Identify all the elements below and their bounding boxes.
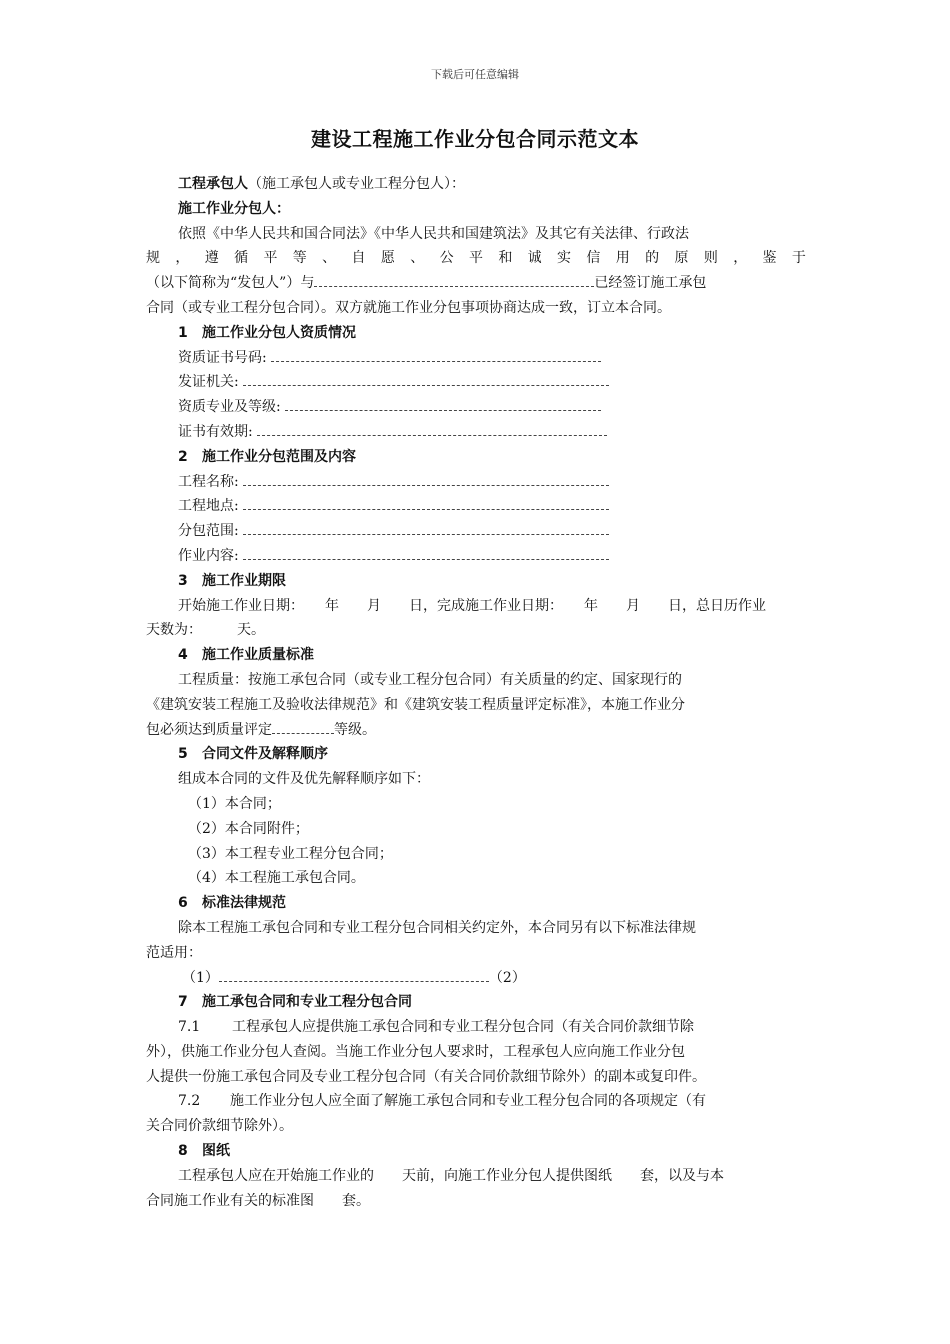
s6-item-2: （2） (488, 969, 526, 986)
preamble-line-2-char: 平 (263, 250, 278, 267)
s2-field-blank (243, 471, 609, 486)
preamble-line-2-char: 规 (146, 250, 160, 267)
s2-field-label: 工程地点: (178, 498, 239, 515)
s1-field-row (146, 395, 806, 420)
s2-field-row (146, 544, 806, 569)
s2-field-blank (243, 495, 609, 510)
section-5-title: 合同文件及解释顺序 (202, 746, 328, 763)
preamble-line-2-char: 平 (468, 250, 483, 267)
section-1-heading (146, 321, 806, 346)
s2-field-blank (243, 545, 609, 560)
s1-field-blank (257, 421, 607, 436)
contractor-line (146, 172, 806, 197)
contract-body (146, 172, 806, 1213)
s1-field-label: 证书有效期: (178, 423, 253, 440)
section-3-title: 施工作业期限 (202, 572, 286, 589)
document-title: 建设工程施工作业分包合同示范文本 (311, 127, 639, 151)
s6-items-line (146, 966, 806, 991)
section-4-number: 4 (178, 647, 188, 664)
section-8-title: 图纸 (202, 1143, 230, 1160)
s8-line-2: 合同施工作业有关的标准图 套。 (146, 1192, 370, 1209)
preamble-line-2-char: 遵 (204, 250, 219, 267)
s2-field-row (146, 519, 806, 544)
section-2-heading (146, 445, 806, 470)
preamble-line-2-char: 循 (234, 250, 249, 267)
preamble-line-2-char: 鉴 (762, 250, 777, 267)
section-1-title: 施工作业分包人资质情况 (202, 324, 356, 341)
s2-field-label: 作业内容: (178, 547, 239, 564)
s5-list-item: （2）本合同附件； (188, 820, 309, 837)
s1-field-row (146, 370, 806, 395)
s7-2-text: 施工作业分包人应全面了解施工承包合同和专业工程分包合同的各项规定（有 (230, 1093, 706, 1110)
s5-list-item: （3）本工程专业工程分包合同； (188, 845, 393, 862)
s7-1-line-2: 外），供施工作业分包人查阅。当施工作业分包人要求时，工程承包人应向施工作业分包 (146, 1043, 685, 1060)
section-7-number: 7 (178, 994, 188, 1011)
s4-line-3b: 等级。 (334, 721, 376, 738)
preamble-line-4: 合同（或专业工程分包合同）。双方就施工作业分包事项协商达成一致，订立本合同。 (146, 299, 671, 316)
quality-grade-blank (272, 719, 334, 734)
preamble-line-2-char: 愿 (380, 250, 395, 267)
s1-field-label: 资质证书号码: (178, 349, 267, 366)
s6-line-2: 范适用： (146, 944, 202, 961)
s1-field-blank (271, 347, 601, 362)
s3-line-2: 天数为： 天。 (146, 622, 265, 639)
section-3-number: 3 (178, 572, 188, 589)
preamble-line-2 (146, 246, 806, 271)
preamble-line-2-char: 的 (645, 250, 660, 267)
section-2-title: 施工作业分包范围及内容 (202, 448, 356, 465)
s5-list-item: （1）本合同； (188, 795, 281, 812)
s1-field-blank (285, 396, 601, 411)
section-4-title: 施工作业质量标准 (202, 647, 314, 664)
section-6-title: 标准法律规范 (202, 895, 286, 912)
preamble-line-2-char: 、 (410, 250, 425, 267)
s5-intro: 组成本合同的文件及优先解释顺序如下： (178, 771, 430, 788)
preamble-line-2-char: 、 (322, 250, 337, 267)
s6-item-1: （1） (182, 969, 219, 986)
s4-line-2: 《建筑安装工程施工及验收法律规范》和《建筑安装工程质量评定标准》，本施工作业分 (146, 696, 685, 713)
s2-field-row (146, 470, 806, 495)
preamble-line-2-char: 等 (292, 250, 307, 267)
section-4-heading (146, 643, 806, 668)
s7-1-line-1 (146, 1015, 806, 1040)
s1-field-blank (243, 371, 609, 386)
preamble-line-2-char: 诚 (527, 250, 542, 267)
s7-1-text: 工程承包人应提供施工承包合同和专业工程分包合同（有关合同价款细节除 (232, 1019, 694, 1036)
s6-line-1: 除本工程施工承包合同和专业工程分包合同相关约定外，本合同另有以下标准法律规 (178, 919, 696, 936)
section-7-title: 施工承包合同和专业工程分包合同 (202, 994, 412, 1011)
s1-field-row (146, 346, 806, 371)
s7-2-number: 7.2 (178, 1093, 201, 1110)
preamble-line-2-char: 于 (791, 250, 806, 267)
s1-field-label: 发证机关: (178, 374, 239, 391)
s1-field-label: 资质专业及等级: (178, 399, 281, 416)
preamble-line-1: 依照《中华人民共和国合同法》《中华人民共和国建筑法》及其它有关法律、行政法 (178, 225, 689, 242)
preamble-line-2-char: 信 (586, 250, 601, 267)
section-5-heading (146, 742, 806, 767)
contractor-label: 工程承包人 (178, 176, 248, 192)
s7-1-number: 7.1 (178, 1019, 201, 1036)
contractor-note: （施工承包人或专业工程分包人）： (248, 176, 465, 192)
s6-item-1-blank (219, 967, 489, 982)
preamble-line-2-char: 公 (439, 250, 454, 267)
section-8-number: 8 (178, 1143, 188, 1160)
preamble-line-2-char: 则 (703, 250, 718, 267)
section-5-number: 5 (178, 746, 188, 763)
preamble-line-2-char: 和 (498, 250, 513, 267)
preamble-line-2-char: ， (733, 250, 748, 267)
s4-line-3 (146, 718, 806, 743)
s2-field-row (146, 494, 806, 519)
page-header-note: 下载后可任意编辑 (431, 68, 519, 81)
section-7-heading (146, 990, 806, 1015)
employer-name-blank (314, 272, 594, 287)
preamble-line-2-char: 自 (351, 250, 366, 267)
preamble-line-3b: 已经签订施工承包 (594, 275, 707, 292)
subcontractor-label: 施工作业分包人： (178, 200, 290, 217)
preamble-line-2-char: ， (175, 250, 190, 267)
s4-line-1: 工程质量：按施工承包合同（或专业工程分包合同）有关质量的约定、国家现行的 (178, 671, 682, 688)
section-2-number: 2 (178, 448, 188, 465)
s5-list-item: （4）本工程施工承包合同。 (188, 870, 365, 887)
s2-field-label: 工程名称: (178, 473, 239, 490)
s7-2-line-2: 关合同价款细节除外）。 (146, 1118, 293, 1135)
preamble-line-2-char: 用 (615, 250, 630, 267)
preamble-line-2-char: 原 (674, 250, 689, 267)
s4-line-3a: 包必须达到质量评定 (146, 721, 272, 738)
s2-field-blank (243, 520, 609, 535)
s7-1-line-3: 人提供一份施工承包合同及专业工程分包合同（有关合同价款细节除外）的副本或复印件。 (146, 1068, 706, 1085)
preamble-line-3a: （以下简称为“发包人”）与 (146, 275, 315, 292)
section-8-heading (146, 1139, 806, 1164)
s1-field-row (146, 420, 806, 445)
s7-2-line-1 (146, 1089, 806, 1114)
s8-line-1: 工程承包人应在开始施工作业的 天前，向施工作业分包人提供图纸 套，以及与本 (178, 1167, 724, 1184)
s3-line-1: 开始施工作业日期： 年 月 日，完成施工作业日期： 年 月 日，总日历作业 (178, 597, 766, 614)
section-3-heading (146, 569, 806, 594)
preamble-line-2-char: 实 (557, 250, 572, 267)
preamble-line-3 (146, 271, 806, 296)
section-6-number: 6 (178, 895, 188, 912)
section-6-heading (146, 891, 806, 916)
section-1-number: 1 (178, 324, 188, 341)
s2-field-label: 分包范围: (178, 523, 239, 540)
